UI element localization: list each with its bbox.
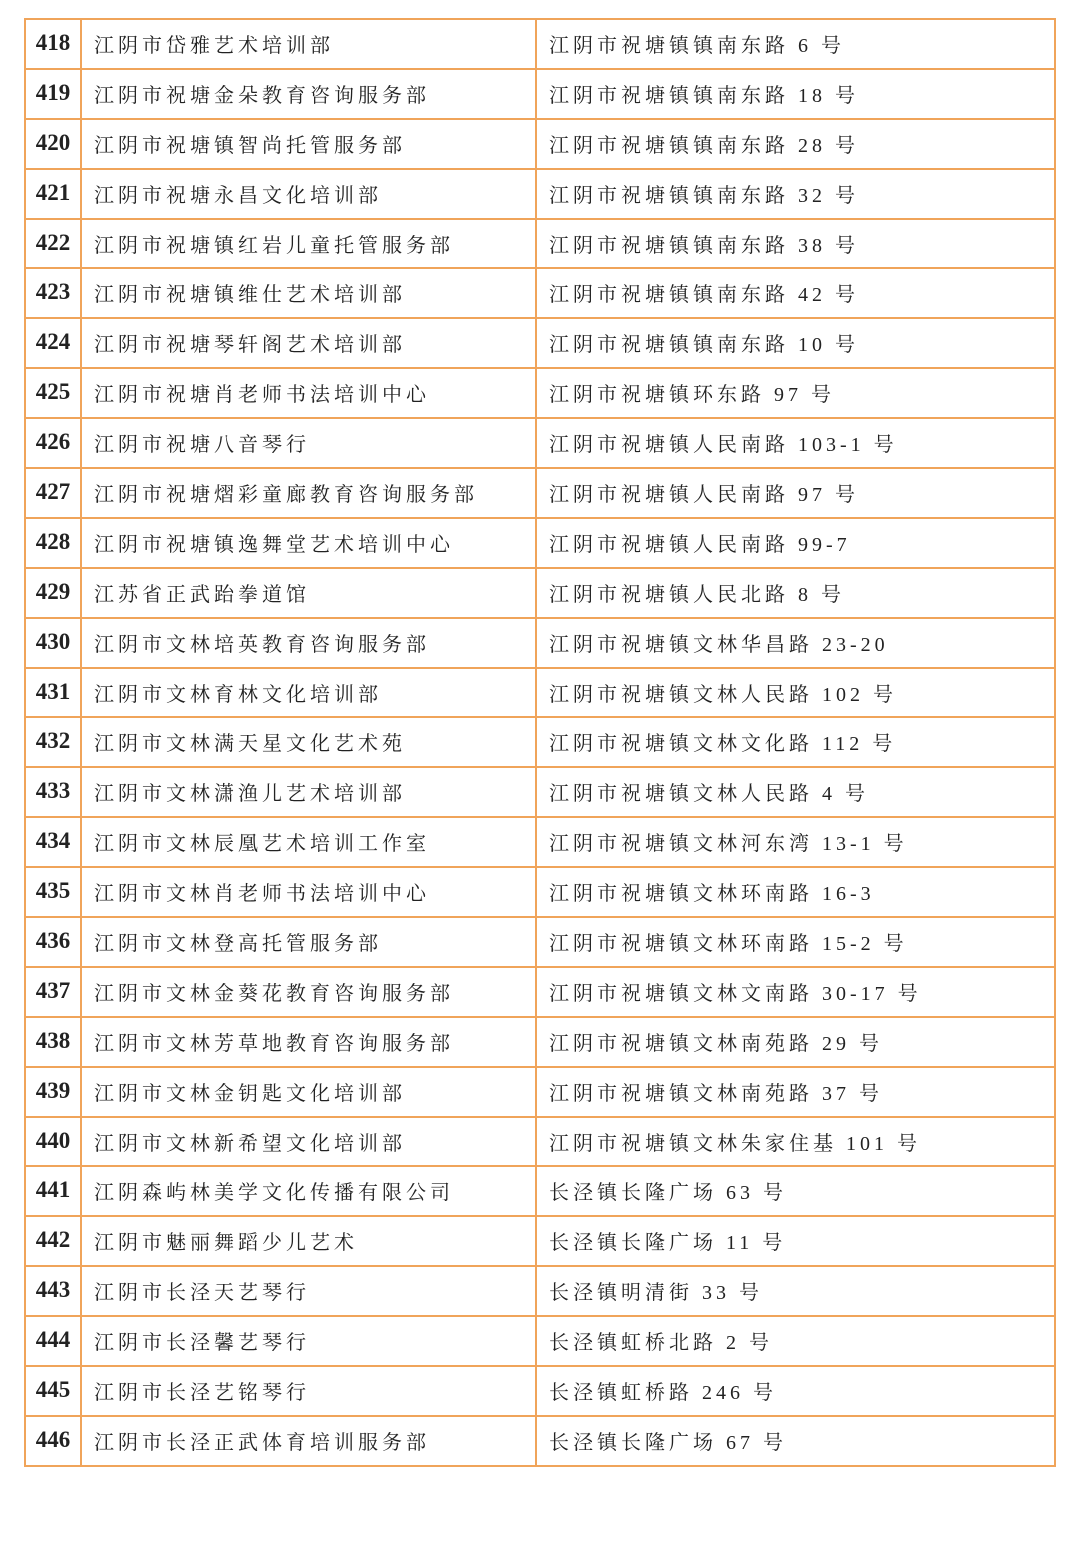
table-row xyxy=(25,1017,1055,1067)
row-number: 421 xyxy=(25,169,81,219)
row-number: 430 xyxy=(25,618,81,668)
institution-name: 江阴市长泾艺铭琴行 xyxy=(81,1366,536,1416)
institution-name: 江阴市祝塘琴轩阁艺术培训部 xyxy=(81,318,536,368)
table-row xyxy=(25,1216,1055,1266)
row-number: 445 xyxy=(25,1366,81,1416)
row-number: 443 xyxy=(25,1266,81,1316)
row-number: 437 xyxy=(25,967,81,1017)
row-number: 428 xyxy=(25,518,81,568)
table-row xyxy=(25,767,1055,817)
institution-name: 江阴市岱雅艺术培训部 xyxy=(81,19,536,69)
institution-name: 江阴市文林金钥匙文化培训部 xyxy=(81,1067,536,1117)
row-number: 446 xyxy=(25,1416,81,1466)
row-number: 420 xyxy=(25,119,81,169)
table-row xyxy=(25,1316,1055,1366)
table-row xyxy=(25,1117,1055,1167)
institution-name: 江阴市祝塘镇逸舞堂艺术培训中心 xyxy=(81,518,536,568)
institution-address: 江阴市祝塘镇人民南路 103-1 号 xyxy=(536,418,1055,468)
institution-name: 江阴市文林辰凰艺术培训工作室 xyxy=(81,817,536,867)
table-row xyxy=(25,468,1055,518)
institution-table xyxy=(24,18,1056,1467)
institution-address: 江阴市祝塘镇人民北路 8 号 xyxy=(536,568,1055,618)
row-number: 442 xyxy=(25,1216,81,1266)
institution-address: 江阴市祝塘镇文林人民路 102 号 xyxy=(536,668,1055,718)
institution-name: 江阴市祝塘永昌文化培训部 xyxy=(81,169,536,219)
institution-name: 江阴市魅丽舞蹈少儿艺术 xyxy=(81,1216,536,1266)
institution-address: 江阴市祝塘镇文林文南路 30-17 号 xyxy=(536,967,1055,1017)
institution-address: 江阴市祝塘镇镇南东路 32 号 xyxy=(536,169,1055,219)
institution-address: 江阴市祝塘镇环东路 97 号 xyxy=(536,368,1055,418)
row-number: 433 xyxy=(25,767,81,817)
institution-address: 江阴市祝塘镇文林南苑路 37 号 xyxy=(536,1067,1055,1117)
institution-name: 江阴市文林潇渔儿艺术培训部 xyxy=(81,767,536,817)
table-row xyxy=(25,1416,1055,1466)
table-row xyxy=(25,967,1055,1017)
table-row xyxy=(25,867,1055,917)
row-number: 438 xyxy=(25,1017,81,1067)
institution-name: 江阴市文林培英教育咨询服务部 xyxy=(81,618,536,668)
institution-name: 江阴市文林新希望文化培训部 xyxy=(81,1117,536,1167)
institution-name: 江阴市祝塘熠彩童廊教育咨询服务部 xyxy=(81,468,536,518)
institution-name: 江阴市文林肖老师书法培训中心 xyxy=(81,867,536,917)
institution-address: 长泾镇长隆广场 11 号 xyxy=(536,1216,1055,1266)
institution-address: 江阴市祝塘镇文林环南路 16-3 xyxy=(536,867,1055,917)
table-row xyxy=(25,69,1055,119)
institution-name: 江阴市祝塘肖老师书法培训中心 xyxy=(81,368,536,418)
table-row xyxy=(25,618,1055,668)
institution-address: 长泾镇虹桥路 246 号 xyxy=(536,1366,1055,1416)
row-number: 435 xyxy=(25,867,81,917)
table-row xyxy=(25,1166,1055,1216)
institution-name: 江阴市文林育林文化培训部 xyxy=(81,668,536,718)
institution-name: 江阴市长泾馨艺琴行 xyxy=(81,1316,536,1366)
row-number: 441 xyxy=(25,1166,81,1216)
institution-address: 江阴市祝塘镇镇南东路 28 号 xyxy=(536,119,1055,169)
institution-name: 江阴市祝塘镇维仕艺术培训部 xyxy=(81,268,536,318)
institution-name: 江阴市文林金葵花教育咨询服务部 xyxy=(81,967,536,1017)
table-row xyxy=(25,318,1055,368)
institution-address: 江阴市祝塘镇文林南苑路 29 号 xyxy=(536,1017,1055,1067)
row-number: 432 xyxy=(25,717,81,767)
table-row xyxy=(25,19,1055,69)
institution-address: 江阴市祝塘镇文林华昌路 23-20 xyxy=(536,618,1055,668)
row-number: 426 xyxy=(25,418,81,468)
table-row xyxy=(25,717,1055,767)
table-row xyxy=(25,368,1055,418)
institution-address: 江阴市祝塘镇镇南东路 18 号 xyxy=(536,69,1055,119)
table-row xyxy=(25,418,1055,468)
row-number: 422 xyxy=(25,219,81,269)
table-row xyxy=(25,219,1055,269)
institution-address: 江阴市祝塘镇人民南路 99-7 xyxy=(536,518,1055,568)
row-number: 434 xyxy=(25,817,81,867)
row-number: 423 xyxy=(25,268,81,318)
institution-address: 江阴市祝塘镇镇南东路 42 号 xyxy=(536,268,1055,318)
table-row xyxy=(25,568,1055,618)
row-number: 418 xyxy=(25,19,81,69)
institution-address: 江阴市祝塘镇文林环南路 15-2 号 xyxy=(536,917,1055,967)
row-number: 419 xyxy=(25,69,81,119)
institution-name: 江阴市长泾正武体育培训服务部 xyxy=(81,1416,536,1466)
row-number: 427 xyxy=(25,468,81,518)
institution-address: 江阴市祝塘镇文林朱家住基 101 号 xyxy=(536,1117,1055,1167)
institution-name: 江苏省正武跆拳道馆 xyxy=(81,568,536,618)
institution-name: 江阴市祝塘金朵教育咨询服务部 xyxy=(81,69,536,119)
institution-address: 长泾镇明清街 33 号 xyxy=(536,1266,1055,1316)
row-number: 424 xyxy=(25,318,81,368)
institution-address: 江阴市祝塘镇人民南路 97 号 xyxy=(536,468,1055,518)
institution-address: 江阴市祝塘镇文林人民路 4 号 xyxy=(536,767,1055,817)
institution-address: 长泾镇虹桥北路 2 号 xyxy=(536,1316,1055,1366)
table-row xyxy=(25,668,1055,718)
institution-address: 江阴市祝塘镇文林河东湾 13-1 号 xyxy=(536,817,1055,867)
institution-name: 江阴森屿林美学文化传播有限公司 xyxy=(81,1166,536,1216)
institution-name: 江阴市文林满天星文化艺术苑 xyxy=(81,717,536,767)
row-number: 431 xyxy=(25,668,81,718)
table-row xyxy=(25,917,1055,967)
institution-name: 江阴市文林登高托管服务部 xyxy=(81,917,536,967)
table-row xyxy=(25,1366,1055,1416)
table-row xyxy=(25,268,1055,318)
institution-address: 江阴市祝塘镇镇南东路 6 号 xyxy=(536,19,1055,69)
table-row xyxy=(25,1266,1055,1316)
institution-name: 江阴市祝塘镇红岩儿童托管服务部 xyxy=(81,219,536,269)
institution-address: 江阴市祝塘镇镇南东路 10 号 xyxy=(536,318,1055,368)
institution-address: 江阴市祝塘镇文林文化路 112 号 xyxy=(536,717,1055,767)
institution-address: 长泾镇长隆广场 67 号 xyxy=(536,1416,1055,1466)
row-number: 429 xyxy=(25,568,81,618)
table-row xyxy=(25,119,1055,169)
table-row xyxy=(25,817,1055,867)
row-number: 425 xyxy=(25,368,81,418)
table-row xyxy=(25,518,1055,568)
institution-address: 江阴市祝塘镇镇南东路 38 号 xyxy=(536,219,1055,269)
institution-address: 长泾镇长隆广场 63 号 xyxy=(536,1166,1055,1216)
table-row xyxy=(25,169,1055,219)
row-number: 444 xyxy=(25,1316,81,1366)
institution-name: 江阴市文林芳草地教育咨询服务部 xyxy=(81,1017,536,1067)
table-body xyxy=(25,19,1055,1466)
institution-name: 江阴市长泾天艺琴行 xyxy=(81,1266,536,1316)
row-number: 439 xyxy=(25,1067,81,1117)
institution-name: 江阴市祝塘八音琴行 xyxy=(81,418,536,468)
table-row xyxy=(25,1067,1055,1117)
row-number: 440 xyxy=(25,1117,81,1167)
row-number: 436 xyxy=(25,917,81,967)
institution-name: 江阴市祝塘镇智尚托管服务部 xyxy=(81,119,536,169)
